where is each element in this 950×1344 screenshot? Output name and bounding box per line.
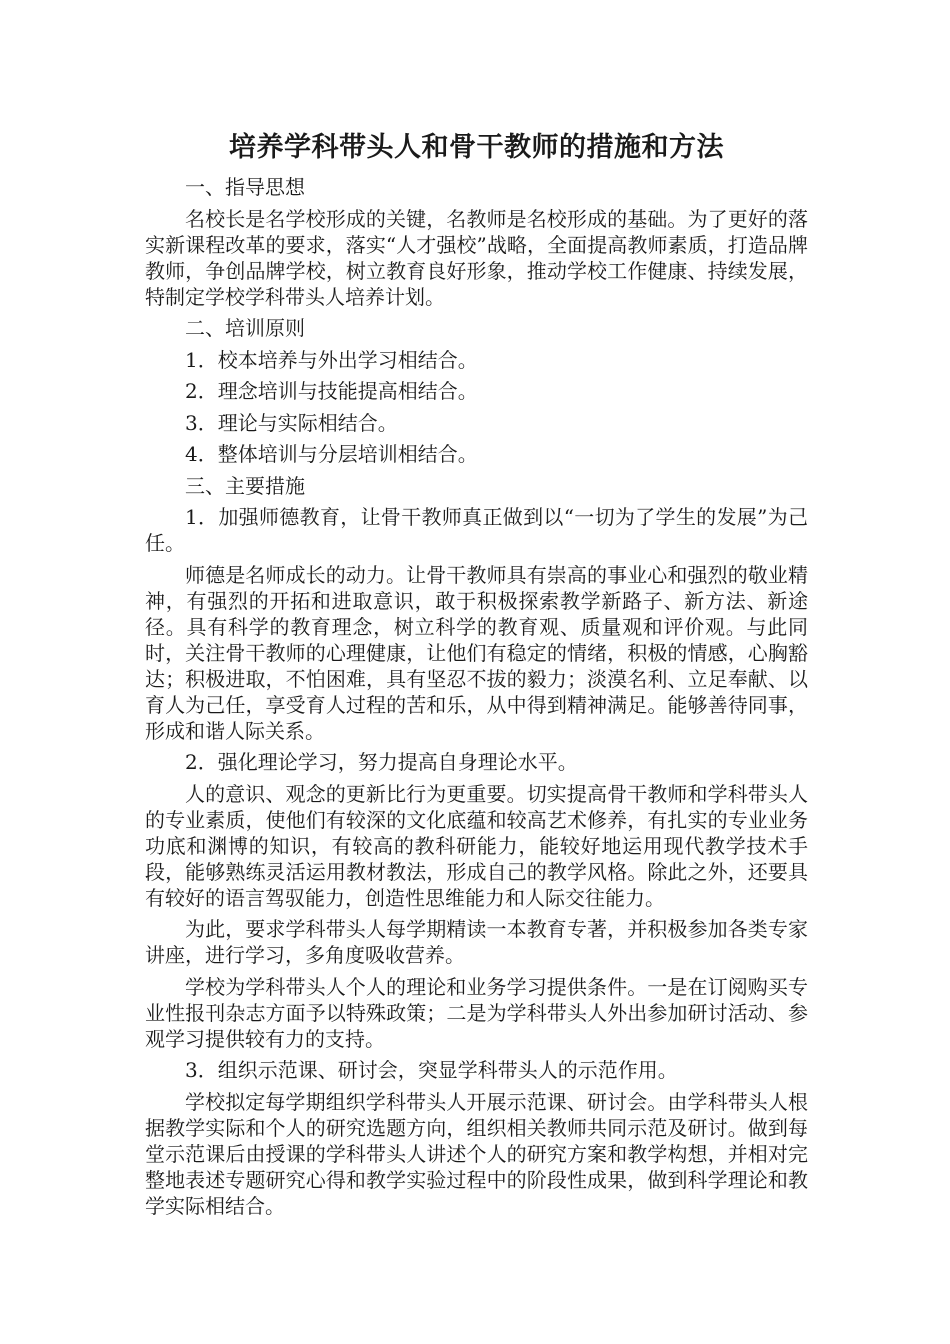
document-page [145, 128, 808, 1224]
section-heading-main-measures: 三、主要措施 [185, 473, 305, 498]
paragraph-measure-1: 师德是名师成长的动力。让骨干教师具有崇高的事业心和强烈的敬业精神，有强烈的开拓和进取意识，敢于积极探索教学新路子、新方法、新途径。具有科学的教育理念，树立科学的教育观、质量观和评价观。与此同时，关注骨干教师的心理健康，让他们有稳定的情绪，积极的情感，心胸豁达；积极进取，不怕困难，具有坚忍不拔的毅力；淡漠名利、立足奉献、以育人为己任，享受育人过程的苦和乐，从中得到精神满足。能够善待同事，形成和谐人际关系。 [145, 562, 808, 743]
paragraph-measure-2b: 为此，要求学科带头人每学期精读一本教育专著，并积极参加各类专家讲座，进行学习，多角度吸收营养。 [145, 917, 808, 967]
measure-heading-1: 1．加强师德教育，让骨干教师真正做到以“一切为了学生的发展”为己任。 [145, 505, 808, 555]
paragraph-measure-3: 学校拟定每学期组织学科带头人开展示范课、研讨会。由学科带头人根据教学实际和个人的研究选题方向，组织相关教师共同示范及研讨。做到每堂示范课后由授课的学科带头人讲述个人的研究方案和教学构想，并相对完整地表述专题研究心得和教学实验过程中的阶段性成果，做到科学理论和教学实际相结合。 [145, 1089, 808, 1218]
paragraph-measure-2a: 人的意识、观念的更新比行为更重要。切实提高骨干教师和学科带头人的专业素质，使他们有较深的文化底蕴和较高艺术修养，有扎实的专业业务功底和渊博的知识，有较高的教科研能力，能较好地运用现代教学技术手段，能够熟练灵活运用教材教法，形成自己的教学风格。除此之外，还要具有较好的语言驾驭能力，创造性思维能力和人际交往能力。 [145, 781, 808, 910]
list-item-principle-1: 1．校本培养与外出学习相结合。 [185, 347, 478, 372]
section-heading-guiding-ideology: 一、指导思想 [185, 175, 305, 199]
document-title: 培养学科带头人和骨干教师的措施和方法 [229, 132, 724, 163]
measure-heading-2: 2．强化理论学习，努力提高自身理论水平。 [185, 750, 578, 774]
paragraph-measure-2c: 学校为学科带头人个人的理论和业务学习提供条件。一是在订阅购买专业性报刊杂志方面予以特殊政策；二是为学科带头人外出参加研讨活动、参观学习提供较有力的支持。 [145, 974, 808, 1051]
paragraph-guiding-ideology: 名校长是名学校形成的关键，名教师是名校形成的基础。为了更好的落实新课程改革的要求，落实“人才强校”战略，全面提高教师素质，打造品牌教师，争创品牌学校，树立教育良好形象，推动学校工作健康、持续发展，特制定学校学科带头人培养计划。 [145, 206, 808, 309]
list-item-principle-2: 2．理念培训与技能提高相结合。 [185, 379, 478, 403]
measure-heading-3: 3．组织示范课、研讨会，突显学科带头人的示范作用。 [185, 1058, 678, 1082]
list-item-principle-3: 3．理论与实际相结合。 [185, 410, 398, 435]
list-item-principle-4: 4．整体培训与分层培训相结合。 [185, 442, 478, 466]
section-heading-training-principles: 二、培训原则 [185, 316, 305, 340]
